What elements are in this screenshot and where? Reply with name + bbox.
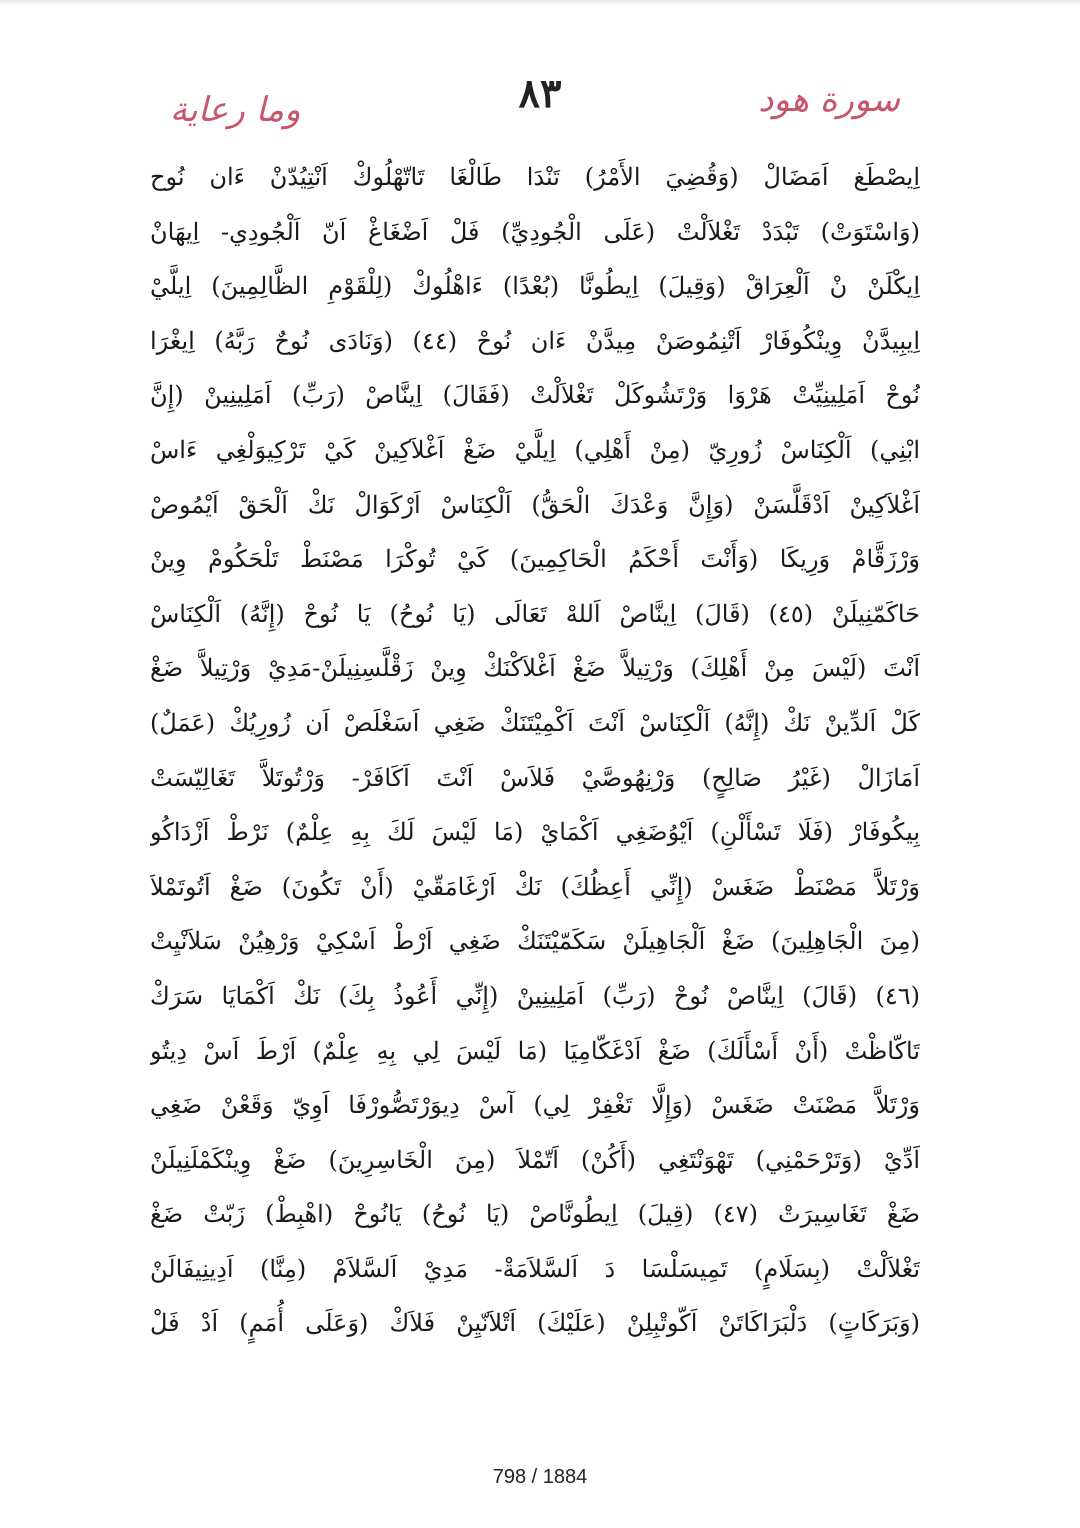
text-line: وَرْتَلاَّ مَصْنَتْ ضَغَسْ (وَإِلَّا تَغْفِرْ لِي) آسْ دِيوَرْتَصُّورْفَا اَوِيّ وَقَعْنْ ضَغِي (150, 1091, 920, 1120)
text-line: تَغْلاَلْتْ (بِسَلَامٍ) تَمِيسَلْسَا دَ اَلسَّلاَمَةْ- مَدِيْ اَلسَّلاَمْ (مِنَّا) اَدِينِيفَالَنْ (150, 1254, 920, 1283)
text-line: ضَغْ تَغَاسِيرَتْ (٤٧) (قِيلَ) اِيطُونَّاصْ (يَا نُوحُ) يَانُوحْ (اهْبِطْ) زَبّتْ ضَغْ (150, 1200, 920, 1229)
page-number: ٨٣ (518, 70, 562, 117)
handwritten-note-left: وما رعاية (170, 90, 301, 130)
text-line: اَدِّيْ (وَتَرْحَمْنِي) تَهْوَنْتَغِي (أَكُنْ) اَتّمْلاَ (مِنَ الْخَاسِرِينَ) ضَغْ وِينْكَمْلَنِيلَنْ (150, 1145, 920, 1174)
text-line: نُوحْ اَمَلِينِيِّتْ هَرْوَا وَرْتَشُوكَلْ تَغْلاَلْتْ (فَقَالَ) اِينَّاصْ (رَبِّ) اَمَلِينِينْ (إِنَّ (150, 381, 920, 410)
text-line: (٤٦) (قَالَ) اِينَّاصْ نُوحْ (رَبِّ) اَمَلِينِينْ (إِنِّي أَعُوذُ بِكَ) نَكْ اَكْمَايَا سَرَكْ (150, 981, 920, 1010)
handwritten-note-right: سورة هود (758, 80, 900, 120)
text-line: (مِنَ الْجَاهِلِينَ) ضَغْ اَلْجَاهِيلَنْ سَكَمّيْتَنَكْ ضَغِي اَرْطْ اَسْكِيْ وَرْهِيُنْ سَلاَنْيِتْ (150, 927, 920, 956)
text-line: اَنْتَ (لَيْسَ مِنْ أَهْلِكَ) وَرْتِيلاَّ ضَغْ اَغْلاَكْنَكْ وِينْ زَقْلَّسِنِيلَنْ-مَدِيْ وَرْتِيلاَّ ضَغْ (150, 654, 920, 683)
text-line: تَاكّاظْتْ (أَنْ أَسْأَلَكَ) ضَغْ اَدْغَكّامِيَا (مَا لَيْسَ لِي بِهِ عِلْمٌ) اَرْطَ اَسْ دِيتُو (150, 1036, 920, 1065)
page-indicator: 798 / 1884 (492, 1466, 588, 1488)
text-line: اَمَازَالْ (غَيْرُ صَالِحٍ) وَرْنِهُوصَّيْ فَلاَسْ اَنْتَ اَكَافَرْ- وَرْتُوتَلاَّ تَغَالِيّسَتْ (150, 763, 920, 792)
text-line: وَرْتَلاَّ مَصْنَطْ ضَغَسْ (إِنِّي أَعِظُكَ) نَكْ اَرْغَامَقّيْ (أَنْ تَكُونَ) ضَغْ اَتُوتَمْلاَ (150, 872, 920, 901)
text-line: اَغْلاَكِينْ اَدْقَلَّسَنْ (وَإِنَّ وَعْدَكَ الْحَقُّ) اَلْكِنَاسْ اَرْكَوَالْ نَكْ اَلْحَقْ اَيْمُوصْ (150, 490, 920, 519)
text-line: اِيصْطَغ اَمَضَالْ (وَقُضِيَ الأَمْرُ) تَنْدَا طَالْغَا تَاتّهْلُوكْ اَنْتِيُدّنْ ءَان نُوح (150, 163, 920, 191)
scan-edge (0, 0, 1080, 6)
text-line: كَلْ اَلدِّينْ نَكْ (إِنَّهُ) اَلْكِنَاسْ اَنْتَ اَكْمِيْتَنَكْ ضَغِي اَسَغْلَصْ اَن زُورِيُكْ (عَمَلٌ) (150, 708, 920, 737)
text-line: حَاكَمّنِيلَنْ (٤٥) (قَالَ) اِينَّاصْ اَللهْ تَعَالَى (يَا نُوحُ) يَا نُوحْ (إِنَّهُ) اَلْكِنَاسْ (150, 599, 920, 628)
text-line: (وَاسْتَوَتْ) تَبْدَدْ تَغْلاَلْتْ (عَلَى الْجُودِيِّ) فَلْ اَضْغَاغْ اَنّ اَلْجُودِي- اِيهَانْ (150, 217, 920, 246)
text-line: (وَبَرَكَاتٍ) دَلْبَرَاكَاتَنْ اَكّوتْبِلِنْ (عَلَيْكَ) اَتْلاَنّيِنْ فَلاَكْ (وَعَلَى أُمَمٍ) اَدْ فَلْ (150, 1309, 920, 1338)
text-line: وَرْزَقَّامْ وَرِيكَا (وَأَنْتَ أَحْكَمُ الْحَاكِمِينَ) كَيْ تُوكْرَا مَصْنَطْ تَلْحَكُومْ وِينْ (150, 545, 920, 574)
text-line: اِيكْلَنْ نْ اَلْعِرَاقْ (وَقِيلَ) اِيطُونَّا (بُعْدًا) ءَاهْلُوكْ (لِلْقَوْمِ الظَّالِمِينَ) اِيلَّيْ (150, 272, 920, 301)
text-line: اِيبِيدَّنْ وِينْكُوفَارْ اَتْنِمُوصَنْ مِيدَّنْ ءَان نُوحْ (٤٤) (وَنَادَى نُوحٌ رَبَّهُ) اِيغْرَا (150, 326, 920, 355)
page-header (0, 62, 1080, 142)
text-line: ابْنِي) اَلْكِنَاسْ زُورِيّ (مِنْ أَهْلِي) اِيلَّيْ ضَغْ اَغْلاَكِينْ كَيْ تَرْكِيوَلْغِي ءَاسْ (150, 435, 920, 464)
body-text (150, 150, 920, 1351)
text-line: بِيكُوفَارْ (فَلَا تَسْأَلْنِ) اَيْوُضَغِي اَكْمَايْ (مَا لَيْسَ لَكَ بِهِ عِلْمٌ) نَرْطْ اَزْدَاكُو (150, 818, 920, 847)
